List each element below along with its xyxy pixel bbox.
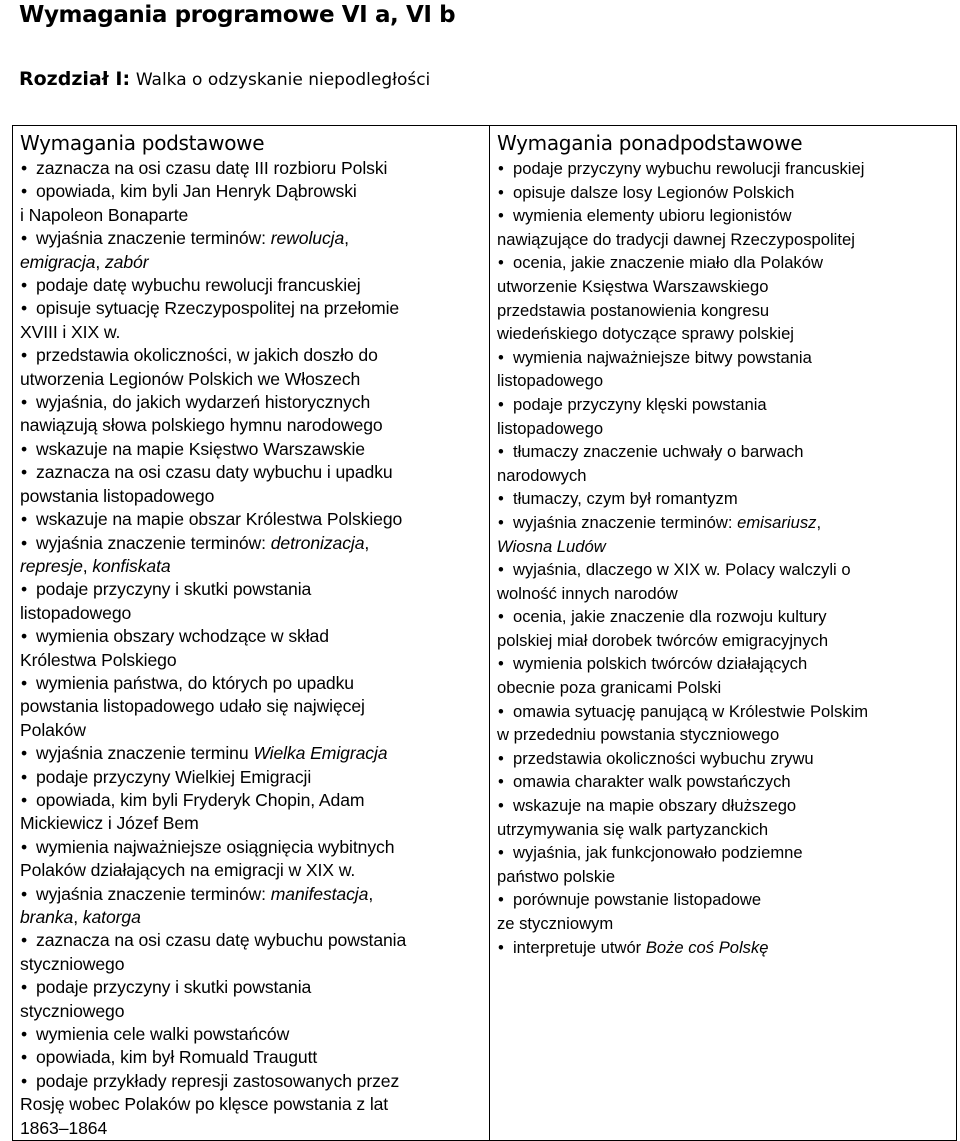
requirement-text: wymienia elementy ubioru legionistów — [513, 206, 792, 226]
requirement-line — [20, 1023, 489, 1046]
requirement-text: omawia charakter walk powstańczych — [513, 772, 791, 792]
requirement-line — [20, 344, 489, 367]
requirement-text: zaznacza na osi czasu datę III rozbioru Polski — [36, 158, 388, 178]
requirement-text: ocenia, jakie znaczenie dla rozwoju kultury — [513, 607, 827, 627]
requirement-text: opowiada, kim był Romuald Traugutt — [36, 1047, 318, 1068]
requirement-line — [497, 251, 956, 275]
bullet-marker: • — [498, 937, 504, 957]
bullet-marker: • — [21, 298, 28, 319]
bullet-marker: • — [498, 701, 504, 721]
requirement-line — [497, 322, 956, 346]
requirement-text: przedstawia okoliczności wybuchu zrywu — [513, 748, 814, 768]
requirement-line — [20, 1046, 489, 1069]
requirement-line — [20, 883, 489, 906]
requirement-text: , — [816, 512, 822, 532]
requirement-line — [497, 888, 956, 912]
requirement-text: tłumaczy, czym był romantyzm — [513, 489, 738, 509]
bullet-marker: • — [21, 883, 28, 904]
bullet-marker: • — [498, 206, 504, 226]
requirement-text: , — [95, 251, 105, 272]
requirement-text: utworzenie Księstwa Warszawskiego — [497, 276, 769, 296]
requirement-line — [497, 464, 956, 488]
requirement-text: przedstawia postanowienia kongresu — [497, 300, 770, 320]
italic-term: detronizacja — [270, 532, 365, 553]
requirement-text: listopadowego — [497, 371, 604, 391]
requirement-line — [497, 841, 956, 865]
requirement-line — [20, 906, 489, 929]
requirement-line — [497, 582, 956, 606]
bullet-marker: • — [498, 394, 504, 414]
bullet-marker: • — [498, 890, 504, 910]
bullet-marker: • — [21, 836, 28, 857]
requirement-text: wskazuje na mapie Księstwo Warszawskie — [36, 438, 365, 459]
bullet-marker: • — [21, 158, 28, 178]
bullet-marker: • — [498, 489, 504, 509]
requirement-text: podaje datę wybuchu rewolucji francuskiej — [36, 275, 361, 296]
requirement-text: nawiązują słowa polskiego hymnu narodowego — [20, 415, 383, 436]
requirement-line — [20, 157, 489, 180]
bullet-marker: • — [21, 672, 28, 693]
bullet-marker: • — [21, 392, 28, 413]
bullet-marker: • — [21, 1024, 28, 1045]
requirement-text: listopadowego — [497, 418, 604, 438]
advanced-requirements-heading: Wymagania ponadpodstawowe — [497, 131, 803, 155]
requirement-line — [497, 700, 956, 724]
requirement-line — [20, 929, 489, 952]
bullet-marker: • — [21, 743, 28, 764]
requirement-text: opisuje sytuację Rzeczypospolitej na przełomie — [36, 298, 400, 319]
requirement-text: , — [364, 532, 370, 553]
bullet-marker: • — [498, 182, 504, 202]
requirement-text: narodowych — [497, 465, 587, 485]
basic-requirements-heading: Wymagania podstawowe — [20, 131, 265, 155]
requirement-text: XVIII i XIX w. — [20, 321, 121, 342]
italic-term: represje — [20, 555, 83, 576]
chapter-heading — [19, 68, 430, 90]
requirement-text: omawia sytuację panującą w Królestwie Polskim — [513, 701, 869, 721]
requirement-line — [20, 297, 489, 320]
bullet-marker: • — [21, 1070, 28, 1091]
requirement-text: opowiada, kim byli Jan Henryk Dąbrowski — [36, 181, 357, 202]
requirement-text: tłumaczy znaczenie uchwały o barwach — [513, 442, 804, 462]
requirement-line — [20, 485, 489, 508]
requirement-line — [497, 652, 956, 676]
bullet-marker: • — [498, 560, 504, 580]
requirement-line — [20, 742, 489, 765]
requirement-text: wskazuje na mapie obszar Królestwa Polskiego — [36, 509, 403, 530]
bullet-marker: • — [21, 977, 28, 998]
bullet-marker: • — [498, 772, 504, 792]
requirement-text: podaje przyczyny i skutki powstania — [36, 579, 312, 600]
requirement-line — [20, 695, 489, 718]
requirement-text: przedstawia okoliczności, w jakich doszło do — [36, 345, 378, 366]
bullet-marker: • — [498, 512, 504, 532]
requirement-line — [20, 368, 489, 391]
italic-term: katorga — [82, 907, 141, 927]
requirement-line — [497, 346, 956, 370]
bullet-marker: • — [21, 462, 28, 483]
requirement-line — [20, 180, 489, 203]
requirement-line — [20, 508, 489, 531]
requirement-line — [497, 511, 956, 535]
requirement-line — [497, 417, 956, 441]
requirement-line — [20, 1093, 489, 1116]
requirement-line — [20, 461, 489, 484]
requirement-text: wyjaśnia znaczenie terminu — [36, 743, 254, 764]
requirement-line — [20, 1070, 489, 1093]
bullet-marker: • — [21, 1047, 28, 1068]
requirement-text: obecnie poza granicami Polski — [497, 678, 722, 698]
bullet-marker: • — [498, 159, 504, 178]
requirement-line — [20, 672, 489, 695]
requirement-text: podaje przyczyny i skutki powstania — [36, 977, 312, 998]
requirement-line — [20, 578, 489, 601]
requirement-text: 1863–1864 — [20, 1117, 108, 1138]
requirement-text: opisuje dalsze losy Legionów Polskich — [513, 182, 795, 202]
requirement-line — [20, 414, 489, 437]
bullet-marker: • — [21, 789, 28, 810]
requirement-line — [497, 770, 956, 794]
requirement-line — [497, 487, 956, 511]
requirement-text: ocenia, jakie znaczenie miało dla Polaków — [513, 253, 823, 273]
requirement-text: wyjaśnia, dlaczego w XIX w. Polacy walczyli o — [513, 560, 851, 580]
italic-term: Boże coś Polskę — [645, 937, 769, 957]
requirement-line — [497, 912, 956, 936]
requirement-line — [497, 605, 956, 629]
requirement-text: wiedeńskiego dotyczące sprawy polskiej — [497, 324, 794, 344]
requirement-text: interpretuje utwór — [513, 937, 646, 957]
requirement-text: utworzenia Legionów Polskich we Włoszech — [20, 368, 361, 389]
requirement-text: wyjaśnia znaczenie terminów: — [36, 532, 271, 553]
requirement-text: opowiada, kim byli Fryderyk Chopin, Adam — [36, 789, 365, 810]
requirement-line — [20, 719, 489, 742]
italic-term: manifestacja — [270, 883, 369, 904]
requirement-line — [20, 789, 489, 812]
requirement-line — [497, 794, 956, 818]
requirement-text: podaje przyczyny wybuchu rewolucji francuskiej — [513, 159, 865, 178]
requirement-text: wymienia najważniejsze osiągnięcia wybitnych — [36, 836, 395, 857]
requirement-line — [20, 602, 489, 625]
requirement-text: listopadowego — [20, 602, 132, 623]
bullet-marker: • — [21, 438, 28, 459]
requirement-text: podaje przykłady represji zastosowanych przez — [36, 1070, 400, 1091]
requirements-table — [12, 125, 957, 1141]
bullet-marker: • — [498, 748, 504, 768]
requirement-text: w przededniu powstania styczniowego — [497, 725, 780, 745]
requirement-text: zaznacza na osi czasu daty wybuchu i upadku — [36, 462, 393, 483]
requirement-line — [497, 558, 956, 582]
requirement-text: i Napoleon Bonaparte — [20, 204, 189, 225]
requirement-line — [20, 976, 489, 999]
requirement-text: polskiej miał dorobek twórców emigracyjnych — [497, 630, 829, 650]
chapter-title: Walka o odzyskanie niepodległości — [135, 70, 431, 90]
requirement-line — [497, 440, 956, 464]
requirement-text: Mickiewicz i Józef Bem — [20, 813, 199, 834]
italic-term: emigracja — [20, 251, 96, 272]
bullet-marker: • — [498, 347, 504, 367]
requirement-line — [20, 251, 489, 274]
requirement-line — [497, 535, 956, 559]
requirement-text: nawiązujące do tradycji dawnej Rzeczypospolitej — [497, 229, 855, 249]
bullet-marker: • — [498, 442, 504, 462]
requirement-line — [497, 275, 956, 299]
requirement-line — [497, 157, 956, 181]
italic-term: zabór — [104, 251, 149, 272]
bullet-marker: • — [21, 509, 28, 530]
requirement-text: wolność innych narodów — [497, 583, 678, 603]
requirement-text: wymienia najważniejsze bitwy powstania — [513, 347, 812, 367]
requirement-line — [497, 393, 956, 417]
requirement-text: wyjaśnia znaczenie terminów: — [36, 883, 271, 904]
bullet-marker: • — [21, 228, 28, 249]
bullet-marker: • — [21, 579, 28, 600]
requirement-line — [497, 818, 956, 842]
advanced-requirements-column — [490, 126, 957, 1141]
requirement-line — [20, 555, 489, 578]
italic-term: konfiskata — [92, 555, 171, 576]
requirement-text: Polaków działających na emigracji w XIX w. — [20, 860, 356, 881]
requirement-text: utrzymywania się walk partyzanckich — [497, 819, 769, 839]
requirement-line — [20, 625, 489, 648]
advanced-requirements-list — [497, 157, 956, 959]
requirement-text: Polaków — [20, 719, 86, 740]
requirement-text: ze styczniowym — [497, 914, 614, 933]
requirement-text: Królestwa Polskiego — [20, 649, 177, 670]
bullet-marker: • — [21, 766, 28, 787]
requirement-line — [20, 953, 489, 976]
requirement-text: podaje przyczyny Wielkiej Emigracji — [36, 766, 312, 787]
requirement-line — [497, 629, 956, 653]
requirement-text: styczniowego — [20, 1000, 125, 1021]
requirement-text: , — [82, 555, 93, 576]
requirement-text: wymienia obszary wchodzące w skład — [36, 626, 329, 647]
requirement-line — [497, 204, 956, 228]
requirement-line — [20, 391, 489, 414]
requirement-line — [497, 228, 956, 252]
requirement-text: porównuje powstanie listopadowe — [513, 890, 762, 910]
bullet-marker: • — [21, 345, 28, 366]
requirement-line — [20, 766, 489, 789]
italic-term: rewolucja — [270, 228, 345, 249]
requirement-line — [20, 274, 489, 297]
bullet-marker: • — [21, 181, 28, 202]
requirement-text: powstania listopadowego udało się najwięcej — [20, 696, 365, 717]
requirement-text: wskazuje na mapie obszary dłuższego — [513, 796, 797, 816]
requirement-text: wyjaśnia znaczenie terminów: — [36, 228, 271, 249]
requirement-text: Rosję wobec Polaków po klęsce powstania z lat — [20, 1094, 389, 1115]
requirement-line — [20, 1117, 489, 1140]
requirement-text: wyjaśnia, do jakich wydarzeń historycznych — [36, 392, 371, 413]
requirement-text: podaje przyczyny klęski powstania — [513, 394, 767, 414]
requirement-line — [20, 438, 489, 461]
requirement-line — [20, 836, 489, 859]
requirement-text: państwo polskie — [497, 866, 616, 886]
requirement-line — [20, 1000, 489, 1023]
requirement-line — [20, 649, 489, 672]
requirement-text: wyjaśnia, jak funkcjonowało podziemne — [513, 843, 803, 863]
bullet-marker: • — [21, 626, 28, 647]
bullet-marker: • — [21, 930, 28, 951]
requirement-line — [497, 676, 956, 700]
requirement-text: , — [344, 228, 349, 249]
bullet-marker: • — [498, 607, 504, 627]
requirement-line — [20, 532, 489, 555]
requirement-line — [497, 181, 956, 205]
bullet-marker: • — [498, 253, 504, 273]
page-title: Wymagania programowe VI a, VI b — [19, 2, 456, 28]
requirement-line — [497, 865, 956, 889]
requirement-line — [497, 936, 956, 960]
bullet-marker: • — [21, 532, 28, 553]
requirement-text: wymienia polskich twórców działających — [513, 654, 808, 674]
requirement-line — [20, 227, 489, 250]
requirement-line — [497, 747, 956, 771]
requirement-text: wymienia cele walki powstańców — [36, 1024, 290, 1045]
requirement-text: wyjaśnia znaczenie terminów: — [513, 512, 738, 532]
italic-term: branka — [20, 907, 74, 927]
requirement-text: , — [368, 883, 374, 904]
requirement-line — [497, 369, 956, 393]
chapter-label: Rozdział I: — [19, 68, 131, 90]
italic-term: Wielka Emigracja — [253, 743, 388, 764]
requirement-line — [20, 812, 489, 835]
requirement-text: powstania listopadowego — [20, 485, 215, 506]
requirement-line — [20, 859, 489, 882]
bullet-marker: • — [498, 796, 504, 816]
requirement-line — [20, 204, 489, 227]
requirement-line — [497, 723, 956, 747]
bullet-marker: • — [498, 843, 504, 863]
italic-term: Wiosna Ludów — [497, 536, 606, 556]
bullet-marker: • — [21, 275, 28, 296]
requirement-text: , — [73, 907, 83, 927]
requirement-text: styczniowego — [20, 953, 125, 974]
requirement-text: zaznacza na osi czasu datę wybuchu powstania — [36, 930, 407, 951]
italic-term: emisariusz — [737, 512, 817, 532]
bullet-marker: • — [498, 654, 504, 674]
requirement-text: wymienia państwa, do których po upadku — [36, 672, 354, 693]
basic-requirements-list — [20, 157, 489, 1140]
basic-requirements-column — [13, 126, 490, 1141]
requirement-line — [497, 299, 956, 323]
requirement-line — [20, 321, 489, 344]
